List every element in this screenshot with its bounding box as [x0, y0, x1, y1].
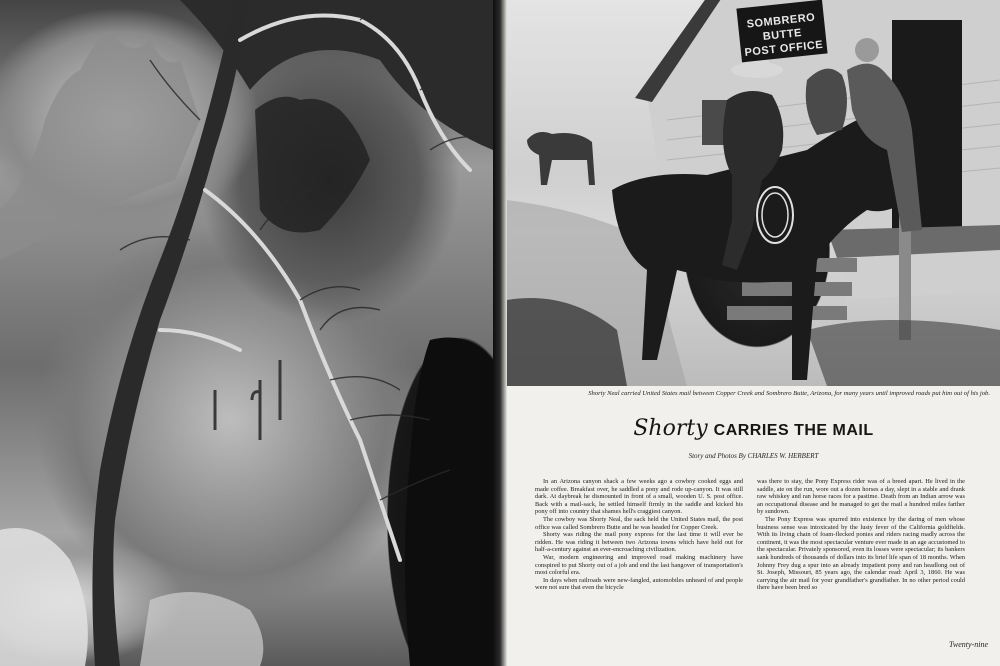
page-number: Twenty-nine [949, 640, 988, 649]
paragraph: In days when railroads were new-fangled, automobiles unheard of and people were not sure that even the bicycle [535, 576, 743, 592]
title-script: Shorty [633, 416, 708, 441]
paragraph: was there to stay, the Pony Express rider was of a breed apart. He lived in the saddle, ate on the run, wore out a dozen horses a day, slept in a stable and drank raw whiskey and ran horse races for a pastime. Death from an Indian arrow was an occupational disease and he managed to get the mail a hundred miles farther by sundown. [757, 478, 965, 516]
paragraph: The Pony Express was spurred into existence by the daring of men whose business sense was intoxicated by the lusty fever of the California goldfields. With its living chain of foam-flecked ponies and riders racing madly across the continent, it was the most spectacular venture ever made in an age accustomed to the spectacular. Privately sponsored, even its losses were spectacular; its bankers sank hundreds of thousands of dollars into its brief life span of 18 months. When Johnny Frey dug a spur into an already impatient pony and ran headlong out of St. Joseph, Missouri, 85 years ago, the calendar read: April 3, 1860. He was carrying the air mail for your grandfather's grandfather. In no other period could there have been bred so [757, 515, 965, 592]
post-office-sign [736, 0, 827, 62]
canyon-photo-drawing [0, 0, 493, 666]
photo-caption: Shorty Neal carried United States mail between Copper Creek and Sombrero Butte, Arizona, for many years until improved roads put him out of his job. [588, 390, 990, 397]
canyon-photo [0, 0, 493, 666]
title-main: CARRIES THE MAIL [713, 422, 874, 439]
article-body [535, 478, 965, 638]
text-column-1 [535, 478, 743, 638]
sign-line-2: POST OFFICE [744, 38, 824, 59]
article-title [507, 416, 1000, 441]
article-page [507, 0, 1000, 666]
post-office-photo [507, 0, 1000, 386]
page-gutter [493, 0, 507, 666]
paragraph: In an Arizona canyon shack a few weeks ago a cowboy cooked eggs and made coffee. Breakfast over, he saddled a pony and rode up-canyon. It was still dark. At daybreak he dismounted in front of a small, wooden U. S. post office. Back with a mail-sack, he settled himself firmly in the saddle and kicked his pony off into country that shames hell's craggiest canyon. [535, 478, 743, 516]
sign-line-1: SOMBRERO BUTTE [746, 11, 816, 43]
paragraph: War, modern engineering and improved road making machinery have conspired to put Shorty out of a job and end the last hangover of transportation's most colorful era. [535, 553, 743, 577]
paragraph: Shorty was riding the mail pony express for the last time it will ever be ridden. He was riding it between two Arizona towns which have held out for half-a-century against an ever-encroaching civilization. [535, 531, 743, 554]
text-column-2 [757, 478, 965, 638]
paragraph: The cowboy was Shorty Neal, the sack held the United States mail, the post office was called Sombrero Butte and he was headed for Copper Creek. [535, 515, 743, 531]
byline: Story and Photos By CHARLES W. HERBERT [688, 452, 819, 460]
